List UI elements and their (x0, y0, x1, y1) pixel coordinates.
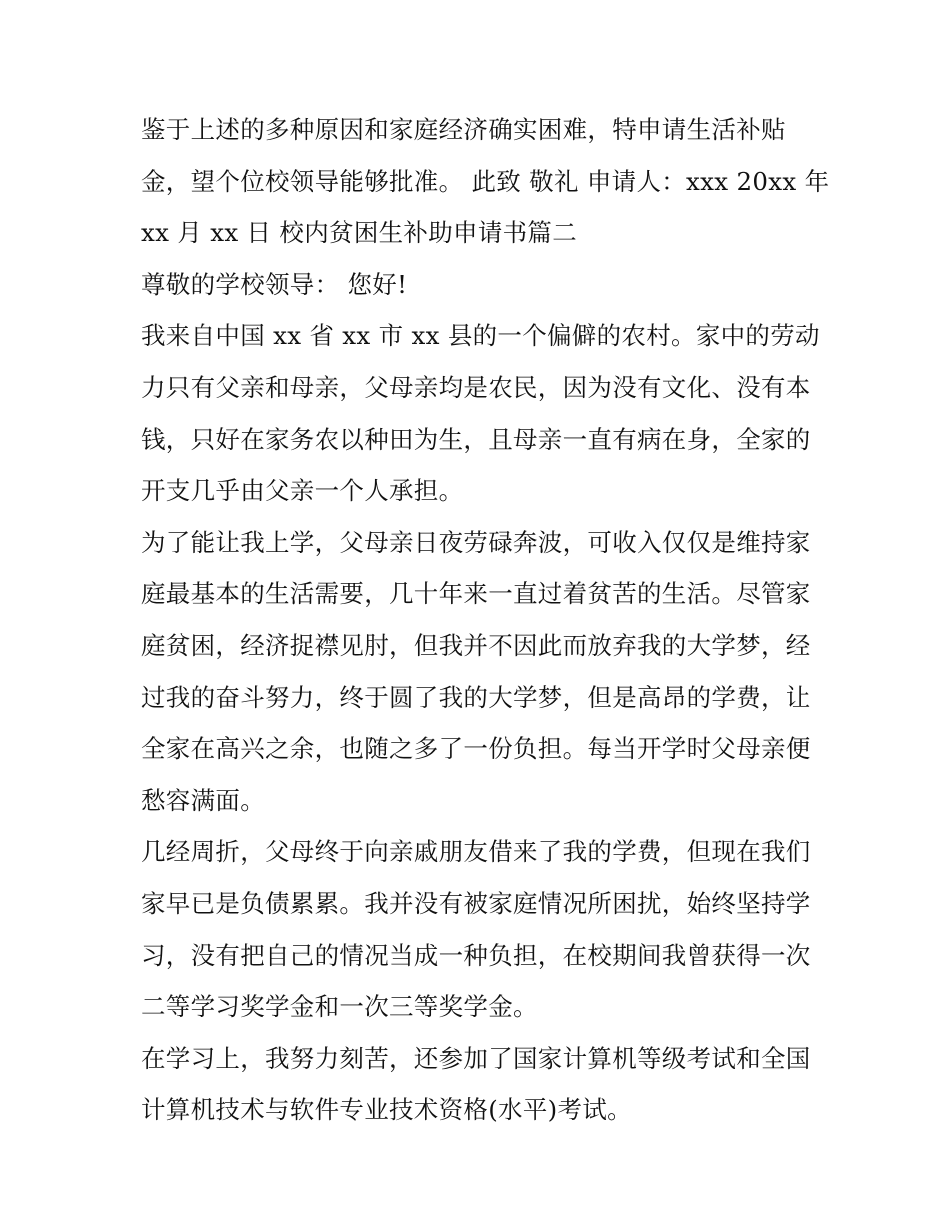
text-line: 金，望个位校领导能够批准。 此致 敬礼 申请人：xxx 20xx 年 (141, 166, 830, 196)
text-line: 过我的奋斗努力，终于圆了我的大学梦，但是高昂的学费，让 (141, 682, 811, 712)
text-line: 在学习上，我努力刻苦，还参加了国家计算机等级考试和全国 (141, 1043, 811, 1073)
text-line: 愁容满面。 (141, 785, 265, 815)
text-line: 二等学习奖学金和一次三等奖学金。 (141, 992, 538, 1022)
text-line: 钱，只好在家务农以种田为生，且母亲一直有病在身，全家的 (141, 424, 811, 454)
text-line: xx 月 xx 日 校内贫困生补助申请书篇二 (141, 218, 578, 248)
text-line: 我来自中国 xx 省 xx 市 xx 县的一个偏僻的农村。家中的劳动 (141, 321, 820, 351)
text-line: 习，没有把自己的情况当成一种负担，在校期间我曾获得一次 (141, 940, 811, 970)
text-line: 为了能让我上学，父母亲日夜劳碌奔波，可收入仅仅是维持家 (141, 527, 811, 557)
text-line: 力只有父亲和母亲，父母亲均是农民，因为没有文化、没有本 (141, 372, 811, 402)
text-line: 计算机技术与软件专业技术资格(水平)考试。 (141, 1095, 632, 1125)
text-line: 开支几乎由父亲一个人承担。 (141, 476, 464, 506)
text-line: 几经周折，父母终于向亲戚朋友借来了我的学费，但现在我们 (141, 837, 811, 867)
text-line: 尊敬的学校领导： 您好! (141, 269, 408, 299)
text-line: 庭贫困，经济捉襟见肘，但我并不因此而放弃我的大学梦，经 (141, 630, 811, 660)
text-line: 鉴于上述的多种原因和家庭经济确实困难，特申请生活补贴 (141, 115, 786, 144)
text-line: 全家在高兴之余，也随之多了一份负担。每当开学时父母亲便 (141, 734, 811, 764)
text-line: 庭最基本的生活需要，几十年来一直过着贫苦的生活。尽管家 (141, 579, 811, 609)
text-line: 家早已是负债累累。我并没有被家庭情况所困扰，始终坚持学 (141, 888, 811, 918)
document-body (141, 104, 830, 1136)
